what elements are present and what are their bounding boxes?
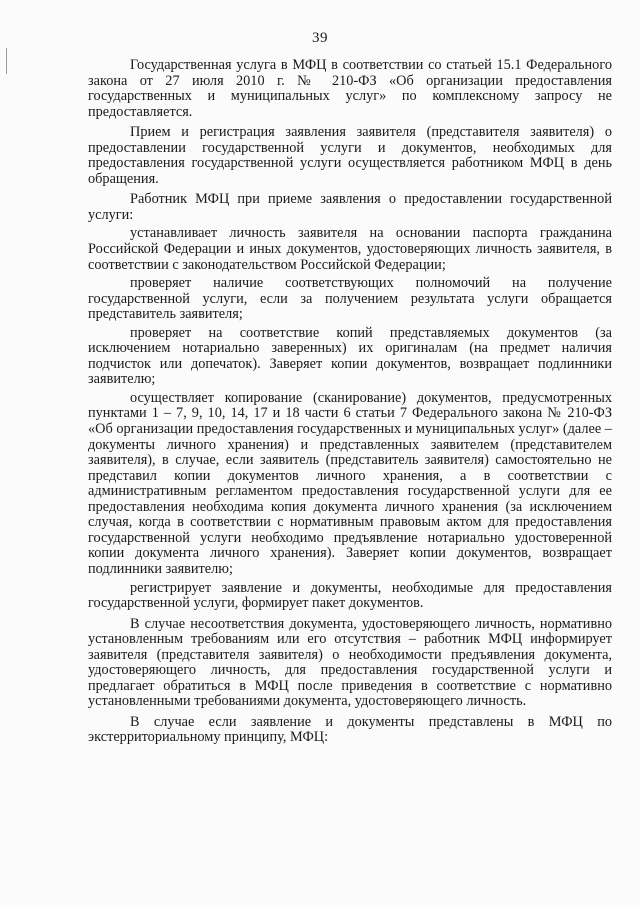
paragraph-scanning: осуществляет копирование (сканирование) документов, предусмотренных пунктами 1 – 7, 9, 10, 14, 17 и 18 части 6 статьи 7 Федерального закона № 210-ФЗ «Об организации предоставления государственных и муниципальных услуг» (далее – документы личного хранения) и представленных заявителем (представителем заявителя), в случае, если заявитель (представитель заявителя) самостоятельно не представил копии документов личного хранения, а в соответствии с административным регламентом предоставления государственной услуги для ее предоставления необходима копия документа личного хранения (за исключением случая, когда в соответствии с нормативным правовым актом для предоставления государственной услуги необходимо предъявление нотариально удостоверенной копии документа личного хранения). Заверяет копии документов, возвращает подлинники заявителю;: [88, 389, 612, 577]
margin-rule: [6, 48, 7, 74]
paragraph-complex-request: Государственная услуга в МФЦ в соответствии со статьей 15.1 Федерального закона от 27 июля 2010 г. № 210-ФЗ «Об организации предоставления государственных и муниципальных услуг» по комплексному запросу не предоставляется.: [88, 57, 612, 120]
paragraph-registration: регистрирует заявление и документы, необходимые для предоставления государственной услуги, формирует пакет документов.: [88, 579, 612, 612]
paragraph-extraterritorial: В случае если заявление и документы представлены в МФЦ по экстерриториальному принципу, МФЦ:: [88, 713, 612, 746]
paragraph-worker-duties-intro: Работник МФЦ при приеме заявления о предоставлении государственной услуги:: [88, 191, 612, 223]
body-text: [88, 58, 612, 751]
paragraph-identity-mismatch: В случае несоответствия документа, удостоверяющего личность, нормативно установленным требованиям или его отсутствия – работник МФЦ информирует заявителя (представителя заявителя) о необходимости предъявления документа, удостоверяющего личность, для предоставления государственной услуги и предлагает обратиться в МФЦ после приведения в соответствие с нормативно установленными требованиями документа, удостоверяющего личность.: [88, 615, 612, 710]
paragraph-authority-check: проверяет наличие соответствующих полномочий на получение государственной услуги, если за получением результата услуги обращается представитель заявителя;: [88, 275, 612, 323]
paragraph-copies-check: проверяет на соответствие копий представляемых документов (за исключением нотариально заверенных) их оригиналам (на предмет наличия подчисток или допечаток). Заверяет копии документов, возвращает подлинники заявителю;: [88, 324, 612, 388]
page-number: 39: [312, 30, 328, 46]
paragraph-identity-check: устанавливает личность заявителя на основании паспорта гражданина Российской Федерации и иных документов, удостоверяющих личность заявителя, в соответствии с законодательством Российской Федерации;: [88, 225, 612, 273]
paragraph-reception-registration: Прием и регистрация заявления заявителя (представителя заявителя) о предоставлении государственной услуги и документов, необходимых для предоставления государственной услуги осуществляется работником МФЦ в день обращения.: [88, 124, 612, 187]
